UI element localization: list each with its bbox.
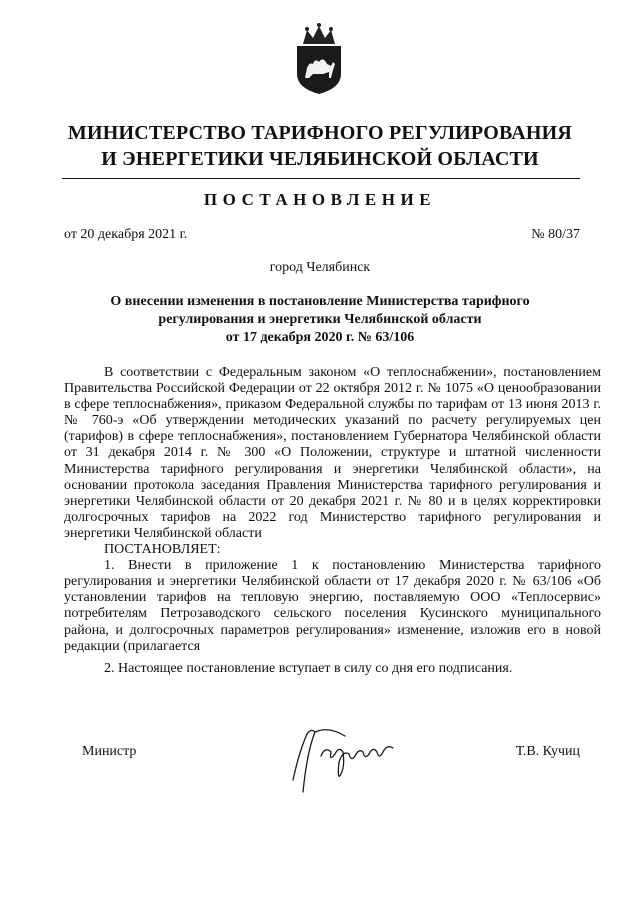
document-city: город Челябинск: [269, 260, 371, 275]
item-2-paragraph: 2. Настоящее постановление вступает в силу со дня его подписания.: [104, 660, 513, 676]
org-line-2: И ЭНЕРГЕТИКИ ЧЕЛЯБИНСКОЙ ОБЛАСТИ: [101, 148, 539, 170]
preamble-paragraph: В соответствии с Федеральным законом «О теплоснабжении», постановлением Правительства Российской Федерации от 22 октября 2012 г. № 1075 «О ценообразовании в сфере теплоснабжения», приказом Федеральной службы по тарифам от 13 июня 2013 г. № 760-э «Об утверждении методических указаний по расчету регулируемых цен (тарифов) в сфере теплоснабжения», постановлением Губернатора Челябинской области от 31 декабря 2014 г. № 300 «О Положении, структуре и штатной численности Министерства тарифного регулирования и энергетики Челябинской области», на основании протокола заседания Правления Министерства тарифного регулирования и энергетики Челябинской области от 20 декабря 2021 г. № 80 и в целях корректировки долгосрочных тарифов на 2022 год Министерство тарифного регулирования и энергетики Челябинской области: [64, 365, 601, 541]
subject-line-1: О внесении изменения в постановление Министерства тарифного: [110, 294, 530, 309]
organization-name: [60, 120, 580, 172]
handwritten-signature-icon: [285, 722, 420, 797]
subject-line-2: регулирования и энергетики Челябинской области: [158, 312, 482, 327]
subject-line-3: от 17 декабря 2020 г. № 63/106: [225, 330, 415, 345]
document-date: от 20 декабря 2021 г.: [64, 227, 188, 242]
header-divider: [62, 178, 580, 179]
signer-title: Министр: [82, 744, 137, 759]
decree-word: ПОСТАНОВЛЯЕТ:: [104, 542, 221, 558]
org-line-1: МИНИСТЕРСТВО ТАРИФНОГО РЕГУЛИРОВАНИЯ: [67, 122, 573, 144]
signer-name: Т.В. Кучиц: [515, 744, 580, 759]
document-number: № 80/37: [531, 227, 580, 242]
document-subject: [90, 293, 550, 347]
document-body: [64, 365, 601, 677]
item-1-paragraph: 1. Внести в приложение 1 к постановлению Министерства тарифного регулирования и энергетики Челябинской области от 17 декабря 2020 г. № 63/106 «Об установлении тарифов на тепловую энергию, поставляемую ООО «Теплосервис» потребителям Петрозаводского сельского поселения Кусинского муниципального района, и долгосрочных параметров регулирования» изменение, изложив его в новой редакции (прилагается: [64, 558, 601, 654]
coat-of-arms-icon: [293, 22, 345, 96]
document-type: ПОСТАНОВЛЕНИЕ: [203, 190, 437, 209]
